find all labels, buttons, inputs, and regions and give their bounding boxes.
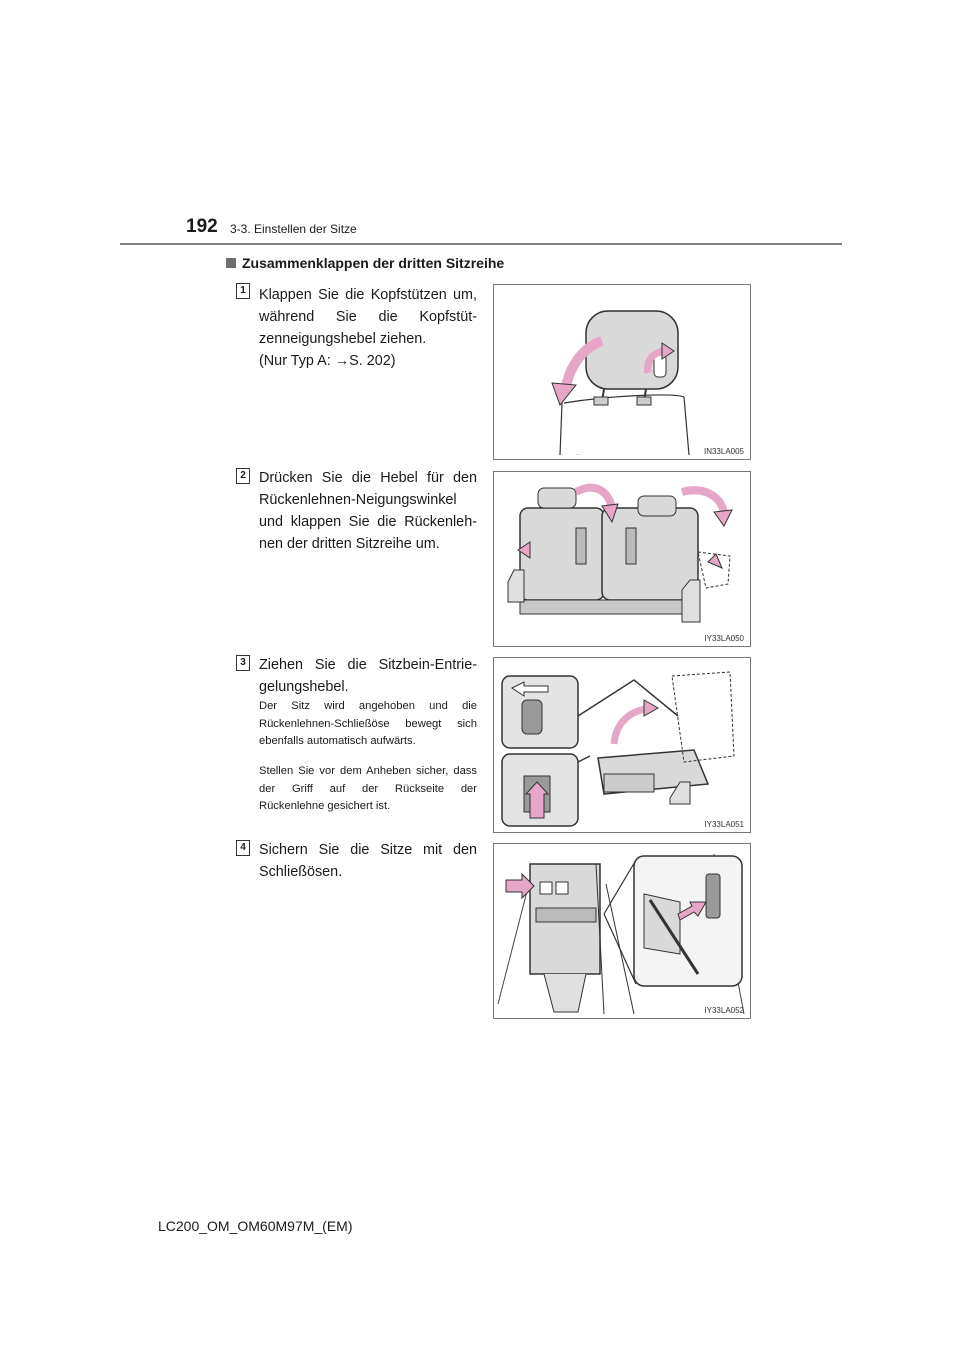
step-number-2: 2: [236, 468, 250, 484]
step-number-4: 4: [236, 840, 250, 856]
figure-3-code: IY33LA051: [704, 820, 744, 829]
third-row-seat-illustration: [494, 472, 750, 646]
figure-headrest-fold: [493, 284, 751, 460]
step-1-page-reference: (Nur Typ A: →S. 202): [259, 353, 396, 369]
square-bullet-icon: [226, 258, 236, 268]
figure-1-code: IN33LA005: [703, 447, 744, 456]
document-code: LC200_OM_OM60M97M_(EM): [158, 1218, 353, 1234]
figure-cushion-release: [493, 657, 751, 833]
subheading: [226, 255, 504, 271]
page-number: 192: [186, 216, 218, 237]
figure-seatback-fold: [493, 471, 751, 647]
step-number-1: 1: [236, 283, 250, 299]
header-divider: [120, 243, 842, 245]
subheading-text: Zusammenklappen der dritten Sitzreihe: [242, 255, 505, 271]
figure-2-code: IY33LA050: [704, 634, 744, 643]
figure-seat-latch: [493, 843, 751, 1019]
cushion-release-illustration: [494, 658, 750, 832]
step-2-text: Drücken Sie die Hebel für den Rückenlehnen-Neigungswinkel und klappen Sie die Rückenleh-nen der dritten Sitzreihe um.: [259, 470, 477, 552]
seat-latch-illustration: [494, 844, 750, 1018]
figure-4-code: IY33LA052: [704, 1006, 744, 1015]
step-3-note-2: Stellen Sie vor dem Anheben sicher, dass der Griff auf der Rückseite der Rückenlehne gesichert ist.: [259, 765, 477, 812]
step-number-3: 3: [236, 655, 250, 671]
step-1-text: [259, 284, 477, 372]
step-4-text: Sichern Sie die Sitze mit den Schließösen.: [259, 842, 477, 880]
figure-1-mark: ...: [576, 451, 582, 457]
section-title: 3-3. Einstellen der Sitze: [230, 222, 357, 236]
step-3-note-1: Der Sitz wird angehoben und die Rückenlehnen-Schließöse bewegt sich ebenfalls automatisch aufwärts.: [259, 700, 477, 747]
headrest-illustration: [494, 285, 750, 459]
step-3-text: Ziehen Sie die Sitzbein-Entrie-gelungshebel.: [259, 657, 477, 695]
step-1-instruction: Klappen Sie die Kopfstützen um, während Sie die Kopfstüt-zenneigungshebel ziehen.: [259, 287, 477, 347]
